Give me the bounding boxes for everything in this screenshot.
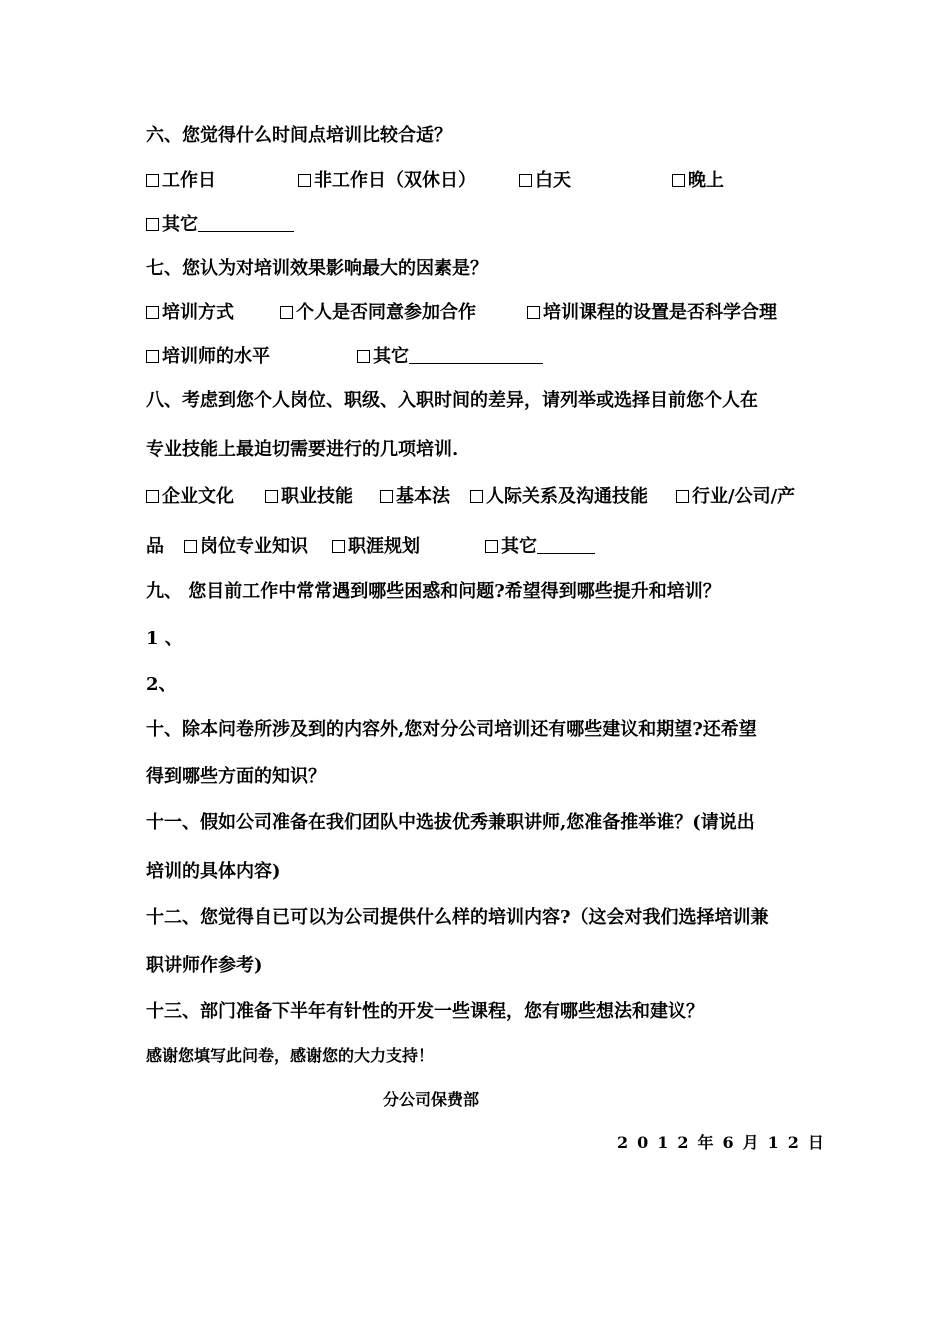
question-11-line1: 十一、假如公司准备在我们团队中选拔优秀兼职讲师,您准备推举谁？(请说出 — [146, 812, 755, 833]
question-12-line2: 职讲师作参考) — [146, 955, 263, 976]
checkbox-icon[interactable] — [184, 540, 197, 553]
checkbox-icon[interactable] — [298, 174, 311, 187]
option-training-method[interactable]: 培训方式 — [146, 301, 234, 325]
option-personal-cooperation[interactable]: 个人是否同意参加合作 — [280, 301, 476, 325]
checkbox-icon[interactable] — [146, 306, 159, 319]
question-8-line2: 专业技能上最迫切需要进行的几项培训. — [146, 439, 459, 460]
checkbox-icon[interactable] — [332, 540, 345, 553]
option-workday[interactable]: 工作日 — [146, 169, 216, 193]
other-fill-blank[interactable] — [198, 213, 294, 232]
question-9: 九、 您目前工作中常常遇到哪些困惑和问题?希望得到哪些提升和培训？ — [146, 581, 721, 602]
other-fill-blank[interactable] — [409, 345, 543, 364]
checkbox-icon[interactable] — [527, 306, 540, 319]
option-non-workday[interactable]: 非工作日（双休日） — [298, 169, 476, 193]
question-6: 六、您觉得什么时间点培训比较合适？ — [146, 125, 452, 146]
checkbox-icon[interactable] — [146, 218, 159, 231]
question-10-line2: 得到哪些方面的知识？ — [146, 766, 326, 787]
option-interpersonal[interactable]: 人际关系及沟通技能 — [470, 485, 648, 509]
question-7: 七、您认为对培训效果影响最大的因素是？ — [146, 258, 488, 279]
option-course-design[interactable]: 培训课程的设置是否科学合理 — [527, 301, 777, 325]
option-professional-skills[interactable]: 职业技能 — [265, 485, 353, 509]
question-10-line1: 十、除本问卷所涉及到的内容外,您对分公司培训还有哪些建议和期望?还希望 — [146, 719, 757, 740]
question-13: 十三、部门准备下半年有针性的开发一些课程，您有哪些想法和建议？ — [146, 1001, 704, 1022]
question-12-line1: 十二、您觉得自已可以为公司提供什么样的培训内容?（这会对我们选择培训兼 — [146, 907, 769, 928]
document-date: 2012年6月12日 — [617, 1133, 833, 1152]
answer-9-item-1[interactable]: 1 、 — [146, 628, 183, 649]
checkbox-icon[interactable] — [280, 306, 293, 319]
option-industry-company-product[interactable]: 行业/公司/产 — [676, 485, 795, 509]
department-signature: 分公司保费部 — [383, 1090, 480, 1109]
option-career-planning[interactable]: 职涯规划 — [332, 535, 420, 559]
question-8-line1: 八、考虑到您个人岗位、职级、入职时间的差异，请列举或选择目前您个人在 — [146, 390, 758, 411]
checkbox-icon[interactable] — [672, 174, 685, 187]
option-other[interactable]: 其它 — [485, 535, 595, 559]
answer-9-item-2[interactable]: 2、 — [146, 674, 177, 695]
option-other[interactable]: 其它 — [146, 213, 294, 237]
other-fill-blank[interactable] — [537, 535, 595, 554]
checkbox-icon[interactable] — [380, 490, 393, 503]
question-11-line2: 培训的具体内容) — [146, 861, 281, 882]
option-other[interactable]: 其它 — [357, 345, 543, 369]
option-trainer-level[interactable]: 培训师的水平 — [146, 345, 270, 369]
checkbox-icon[interactable] — [485, 540, 498, 553]
option-daytime[interactable]: 白天 — [519, 169, 571, 193]
checkbox-icon[interactable] — [265, 490, 278, 503]
checkbox-icon[interactable] — [357, 350, 370, 363]
option-corporate-culture[interactable]: 企业文化 — [146, 485, 234, 509]
thanks-note: 感谢您填写此问卷，感谢您的大力支持！ — [146, 1046, 435, 1065]
checkbox-icon[interactable] — [146, 490, 159, 503]
checkbox-icon[interactable] — [470, 490, 483, 503]
option-basic-law[interactable]: 基本法 — [380, 485, 450, 509]
checkbox-icon[interactable] — [146, 174, 159, 187]
option-product-cont: 品 — [146, 536, 164, 557]
checkbox-icon[interactable] — [676, 490, 689, 503]
option-job-knowledge[interactable]: 岗位专业知识 — [184, 535, 308, 559]
checkbox-icon[interactable] — [519, 174, 532, 187]
option-evening[interactable]: 晚上 — [672, 169, 724, 193]
checkbox-icon[interactable] — [146, 350, 159, 363]
